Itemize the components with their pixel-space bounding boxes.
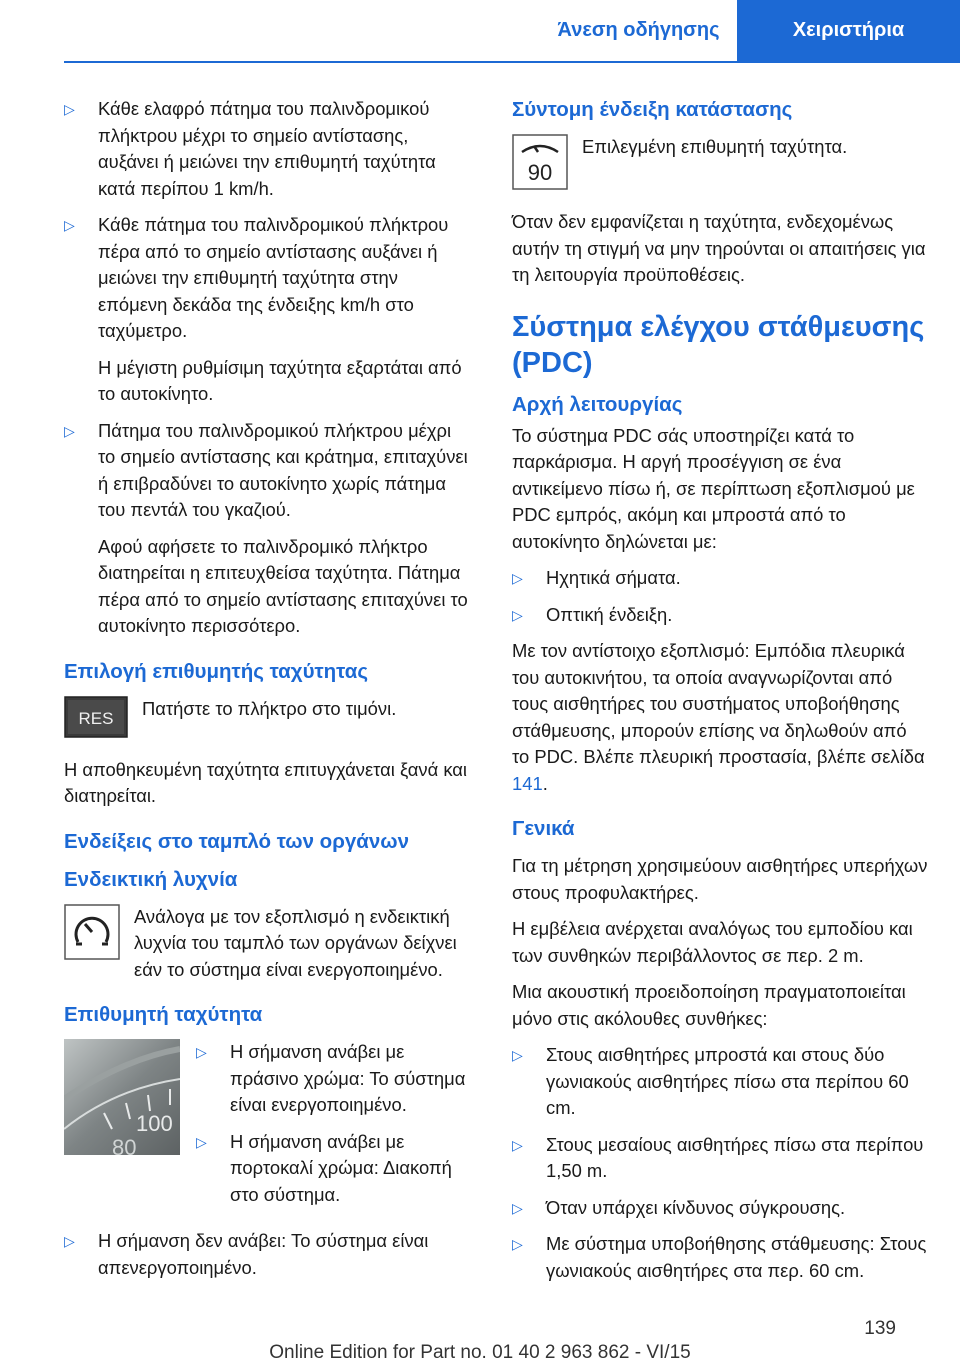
desired-speed-row: [64, 1039, 468, 1218]
triangle-bullet-icon: ▷: [64, 217, 75, 233]
bullet-text: Όταν υπάρχει κίνδυνος σύγκρουσης.: [546, 1196, 846, 1218]
triangle-bullet-icon: ▷: [512, 606, 523, 623]
lamp-text: Ανάλογα με τον εξοπλισμό η ενδεικτική λυχνία του ταμπλό των οργάνων δείχνει εάν το σύστημα είναι ενεργοποιημένο.: [134, 905, 457, 980]
triangle-bullet-icon: ▷: [512, 1136, 523, 1153]
bullet-text: Οπτική ένδειξη.: [546, 603, 673, 625]
speed-display-icon: [512, 134, 568, 195]
edition-text: Online Edition for Part no. 01 40 2 963 862 - VI/15: [269, 1342, 691, 1362]
list-item: [512, 565, 928, 592]
list-item: [512, 1042, 928, 1122]
triangle-bullet-icon: ▷: [512, 570, 523, 586]
brief-text: Επιλεγμένη επιθυμητή ταχύτητα.: [582, 136, 848, 157]
heading-pdc: Σύστημα ελέγχου στάθμευσης (PDC): [512, 310, 925, 379]
bullet-text: Πάτημα του παλινδρομικού πλήκτρου μέχρι το σημείο αντίστασης και κράτημα, επιταχύνει ή επιβραδύνει το αυτοκίνητο χωρίς πάτημα του πεντάλ του γκαζιού.: [98, 419, 468, 520]
page-header: [0, 0, 960, 62]
heading-display: Ενδείξεις στο ταμπλό των οργάνων: [64, 829, 410, 853]
heading-recall: Επιλογή επιθυμητής ταχύτητας: [64, 659, 369, 683]
list-item: [64, 1228, 468, 1281]
lamp-row: [64, 904, 468, 984]
list-item: [64, 96, 468, 202]
list-item: [512, 1231, 928, 1284]
heading-lamp: Ενδεικτική λυχνία: [64, 867, 238, 891]
heading-principle: Αρχή λειτουργίας: [512, 392, 683, 416]
triangle-bullet-icon: ▷: [196, 1133, 207, 1150]
equip-text: Με τον αντίστοιχο εξοπλισμό: Εμπόδια πλευρικά του αυτοκινήτου, τα οποία αναγνωρίζονται από τους αισθητήρες του συστήματος υποβοήθησης στάθμευσης, μπορούν επίσης να δηλωθούν από το PDC. Βλέπε πλευρική προστασία, βλέπε σελίδα 141.: [512, 640, 925, 794]
list-item: [196, 1129, 468, 1209]
cruise-lamp-icon: [64, 904, 120, 984]
bullet-text: Κάθε πάτημα του παλινδρομικού πλήκτρου πέρα από το σημείο αντίστασης αυξάνει ή μειώνει την επιθυμητή ταχύτητα στην επόμενη δεκάδα της ένδειξης km/h στο ταχύμετρο.: [98, 214, 449, 341]
bullet-text: Με σύστημα υποβοήθησης στάθμευσης: Στους γωνιακούς αισθητήρες στα περ. 60 cm.: [546, 1233, 927, 1281]
gauge-label-80: 80: [112, 1135, 137, 1155]
brief-status-row: [512, 134, 928, 195]
bullet-text: Η σήμανση δεν ανάβει: Το σύστημα είναι απενεργοποιημένο.: [98, 1230, 429, 1278]
bullet-text: Ηχητικά σήματα.: [546, 567, 681, 588]
bullet-text: Η σήμανση ανάβει με πράσινο χρώμα: Το σύστημα είναι ενεργοποιημένο.: [230, 1041, 466, 1115]
equip-body: Με τον αντίστοιχο εξοπλισμό: Εμπόδια πλευρικά του αυτοκινήτου, τα οποία αναγνωρίζονται από τους αισθητήρες του συστήματος υποβοήθησης στάθμευσης, μπορούν επίσης να δηλωθούν από το PDC. Βλέπε πλευρική προστασία, βλέπε σελίδα: [512, 640, 925, 767]
page-footer: [0, 1318, 960, 1362]
gauge-label-100: 100: [136, 1111, 173, 1136]
list-item: [64, 418, 468, 524]
triangle-bullet-icon: ▷: [512, 1047, 523, 1063]
heading-desired-speed: Επιθυμητή ταχύτητα: [64, 1003, 263, 1026]
triangle-bullet-icon: ▷: [64, 422, 75, 439]
header-rule: [64, 61, 960, 63]
principle-text: Το σύστημα PDC σάς υποστηρίζει κατά το παρκάρισμα. Η αργή προσέγγιση σε ένα αντικείμενο πίσω ή, σε περίπτωση εξοπλισμού με PDC εμπρός, ακόμη και μπροστά από το αυτοκίνητο δηλώνεται με:: [512, 424, 915, 552]
page-link[interactable]: 141: [512, 772, 543, 794]
left-column: [64, 96, 468, 1291]
res-button-icon: [64, 696, 128, 743]
tab-active[interactable]: Χειριστήρια: [737, 0, 960, 61]
bullet-text: Κάθε ελαφρό πάτημα του παλινδρομικού πλήκτρου μέχρι το σημείο αντίστασης, αυξάνει ή μειώνει την επιθυμητή ταχύτητα κατά περίπου 1 km/h.: [98, 98, 436, 199]
list-item: [512, 1195, 928, 1222]
tab-section[interactable]: Άνεση οδήγησης: [557, 19, 720, 41]
general-text-2: Η εμβέλεια ανέρχεται αναλόγως του εμποδίου και των συνθηκών περιβάλλοντος σε περ. 2 m.: [512, 918, 913, 966]
bullet-text: Η σήμανση ανάβει με πορτοκαλί χρώμα: Διακοπή στο σύστημα.: [230, 1130, 452, 1205]
triangle-bullet-icon: ▷: [196, 1044, 207, 1060]
bullet-note: Η μέγιστη ρυθμίσιμη ταχύτητα εξαρτάται από το αυτοκίνητο.: [98, 356, 462, 404]
triangle-bullet-icon: ▷: [64, 101, 75, 117]
list-item: [512, 1132, 928, 1185]
heading-brief-status: Σύντομη ένδειξη κατάστασης: [512, 98, 793, 121]
triangle-bullet-icon: ▷: [512, 1199, 523, 1216]
page-number: 139: [864, 1318, 896, 1339]
brief-note: Όταν δεν εμφανίζεται η ταχύτητα, ενδεχομένως αυτήν τη στιγμή να μην τηρούνται οι απαιτήσεις για τη λειτουργία προϋποθέσεις.: [512, 211, 926, 285]
speed-display-value: 90: [527, 160, 553, 185]
bullet-text: Στους μεσαίους αισθητήρες πίσω στα περίπου 1,50 m.: [546, 1133, 924, 1181]
res-row: [64, 696, 468, 743]
list-item: [512, 602, 928, 629]
bullet-note: Αφού αφήσετε το παλινδρομικό πλήκτρο διατηρείται η επιτευχθείσα ταχύτητα. Πάτημα πέρα από το σημείο αντίστασης επιταχύνει το αυτοκίνητο περισσότερο.: [98, 535, 468, 636]
speedometer-photo: [64, 1039, 180, 1155]
right-column: [512, 96, 928, 1294]
res-label: RES: [78, 708, 114, 728]
bullet-text: Στους αισθητήρες μπροστά και στους δύο γωνιακούς αισθητήρες πίσω στα περίπου 60 cm.: [546, 1044, 909, 1118]
general-text-1: Για τη μέτρηση χρησιμεύουν αισθητήρες υπερήχων στους προφυλακτήρες.: [512, 855, 928, 903]
general-text-3: Μια ακουστική προειδοποίηση πραγματοποιείται μόνο στις ακόλουθες συνθήκες:: [512, 981, 906, 1029]
triangle-bullet-icon: ▷: [512, 1236, 523, 1252]
triangle-bullet-icon: ▷: [64, 1233, 75, 1249]
recall-text: Η αποθηκευμένη ταχύτητα επιτυγχάνεται ξανά και διατηρείται.: [64, 758, 468, 806]
list-item: [196, 1039, 468, 1119]
list-item: [64, 212, 468, 345]
res-text: Πατήστε το πλήκτρο στο τιμόνι.: [142, 697, 397, 719]
heading-general: Γενικά: [512, 817, 575, 840]
